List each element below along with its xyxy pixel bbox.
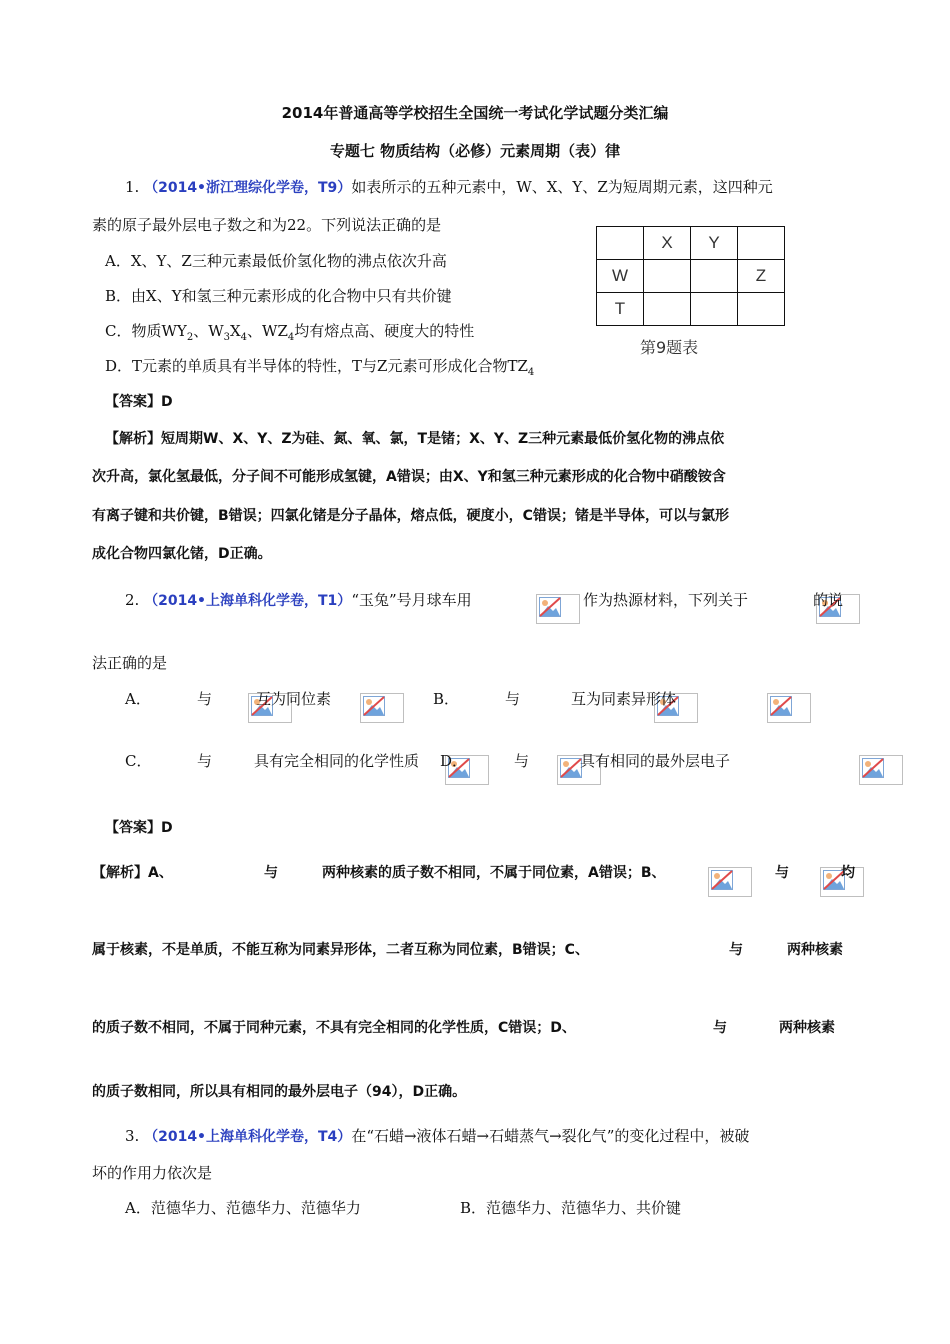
element-table-figure — [596, 226, 785, 326]
table-cell: Z — [738, 260, 785, 293]
option-c-label: C． — [125, 752, 152, 770]
question-2-answer: 【答案】D — [105, 820, 173, 836]
option-c-text: 具有完全相同的化学性质 — [254, 752, 420, 770]
table-cell — [738, 293, 785, 326]
question-1-answer: 【答案】D — [105, 394, 173, 410]
question-1-line1 — [125, 176, 773, 197]
table-cell: X — [644, 227, 691, 260]
option-a-connector: 与 — [197, 690, 213, 708]
analysis-line: 【解析】短周期W、X、Y、Z为硅、氮、氧、氯，T是锗；X、Y、Z三种元素最低价氢化物的沸点依 — [105, 431, 725, 447]
broken-image-icon — [767, 693, 811, 723]
broken-image-icon — [536, 594, 580, 624]
analysis-text: 两种核素的质子数不相同，不属于同位素，A错误；B、 — [322, 865, 666, 881]
question-number: 3. — [125, 1127, 140, 1145]
analysis-line: 属于核素，不是单质，不能互称为同素异形体，二者互称为同位素，B错误；C、 — [92, 942, 589, 958]
question-1-option-c: C．物质$WY_2$、$W_3X_4$、$WZ_4$均有熔点高、硬度大的特性 — [105, 322, 475, 343]
analysis-text: 两种核素 — [787, 942, 843, 958]
question-source: （2014•上海单科化学卷，T1） — [144, 593, 352, 609]
question-number: 1. — [125, 178, 140, 196]
element-table — [596, 226, 785, 326]
table-cell — [644, 293, 691, 326]
broken-image-icon — [859, 755, 903, 785]
table-cell — [597, 227, 644, 260]
option-d-text: 具有相同的最外层电子 — [580, 752, 731, 770]
table-cell — [691, 293, 738, 326]
question-1-option-d: D．T元素的单质具有半导体的特性，T与Z元素可形成化合物$TZ_4$ — [105, 357, 535, 378]
question-2-line1b: 作为热源材料，下列关于 — [583, 591, 749, 609]
analysis-text: 两种核素 — [779, 1020, 835, 1036]
question-3-option-b: B．范德华力、范德华力、共价键 — [460, 1199, 682, 1217]
analysis-line: 有离子键和共价键，B错误；四氯化锗是分子晶体，熔点低，硬度小，C错误；锗是半导体，可以与氯形 — [92, 508, 729, 524]
question-3-option-a: A．范德华力、范德华力、范德华力 — [125, 1199, 361, 1217]
table-cell — [644, 260, 691, 293]
question-source: （2014•上海单科化学卷，T4） — [144, 1129, 352, 1145]
question-1-option-b: B．由X、Y和氢三种元素形成的化合物中只有共价键 — [105, 287, 452, 305]
table-cell — [691, 260, 738, 293]
option-a-text: 互为同位素 — [256, 690, 332, 708]
option-a-label: A． — [125, 690, 151, 708]
option-b-label: B． — [433, 690, 460, 708]
question-source: （2014•浙江理综化学卷，T9） — [144, 180, 352, 196]
analysis-text: 均 — [841, 865, 855, 881]
option-c-connector: 与 — [197, 752, 213, 770]
question-2-line2: 法正确的是 — [92, 654, 168, 672]
broken-image-icon — [708, 867, 752, 897]
option-b-connector: 与 — [505, 690, 521, 708]
question-1-line2: 素的原子最外层电子数之和为22。下列说法正确的是 — [92, 216, 442, 234]
analysis-connector: 与 — [729, 942, 743, 958]
question-1-option-a: A．X、Y、Z三种元素最低价氢化物的沸点依次升高 — [105, 252, 447, 270]
option-b-text: 互为同素异形体 — [571, 690, 677, 708]
analysis-line: 次升高，氯化氢最低，分子间不可能形成氢键，A错误；由X、Y和氢三种元素形成的化合物中硝酸铵含 — [92, 469, 726, 485]
question-number: 2. — [125, 591, 140, 609]
question-2-line1c: 的说 — [813, 591, 844, 609]
analysis-line: 成化合物四氯化锗，D正确。 — [92, 546, 272, 562]
analysis-label: 【解析】A、 — [92, 865, 173, 881]
analysis-connector: 与 — [713, 1020, 727, 1036]
analysis-connector: 与 — [264, 865, 278, 881]
question-stem: 如表所示的五种元素中，W、X、Y、Z为短周期元素，这四种元 — [351, 178, 773, 196]
table-cell: W — [597, 260, 644, 293]
option-d-label: D． — [440, 752, 468, 770]
analysis-line: 的质子数相同，所以具有相同的最外层电子（94），D正确。 — [92, 1084, 467, 1100]
question-2-line1: 2. （2014•上海单科化学卷，T1）“玉兔”号月球车用 — [125, 591, 472, 609]
table-caption: 第9题表 — [640, 338, 699, 357]
section-title: 专题七 物质结构（必修）元素周期（表）律 — [329, 142, 621, 160]
option-d-connector: 与 — [514, 752, 530, 770]
question-3-line1: 3. （2014•上海单科化学卷，T4）在“石蜡→液体石蜡→石蜡蒸气→裂化气”的变化过程中，被破 — [125, 1127, 750, 1145]
table-cell — [738, 227, 785, 260]
document-title: 2014年普通高等学校招生全国统一考试化学试题分类汇编 — [281, 104, 669, 122]
table-cell: Y — [691, 227, 738, 260]
broken-image-icon — [360, 693, 404, 723]
analysis-line: 的质子数不相同，不属于同种元素，不具有完全相同的化学性质，C错误；D、 — [92, 1020, 576, 1036]
question-3-line2: 坏的作用力依次是 — [92, 1164, 213, 1182]
analysis-connector: 与 — [775, 865, 789, 881]
table-cell: T — [597, 293, 644, 326]
